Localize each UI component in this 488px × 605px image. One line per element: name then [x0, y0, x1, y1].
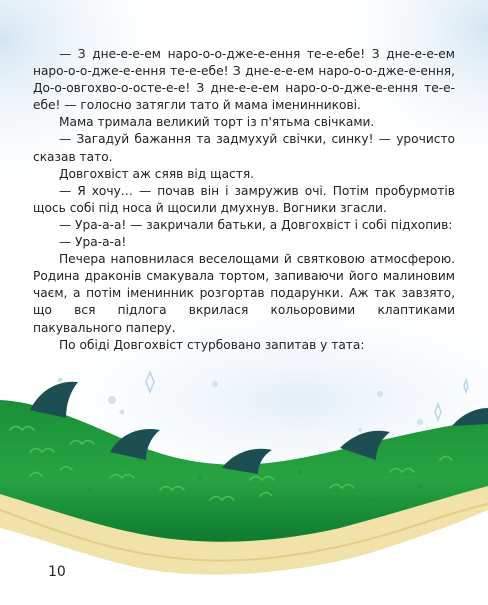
paragraph-happy: Довгохвіст аж сяяв від щастя. [59, 166, 255, 181]
page-number: 10 [48, 564, 66, 580]
dragon-tail-illustration [0, 360, 488, 605]
paragraph-blow: — Я хочу… — почав він і замружив очі. Потім пробурмотів щось собі під носа й щосили дмухнув. Вогники згасли. [33, 183, 455, 215]
sparkle-icon [146, 372, 468, 420]
story-text [33, 46, 455, 354]
paragraph-song: — З дне-е-е-ем наро-о-о-дже-е-ення те-е-ебе! З дне-е-е-ем наро-о-о-дже-е-ення те-е-ебе! З дне-е-е-ем наро-о-о-дже-е-ення, До-о-овгохво-о-осте-е-е! З дне-е-е-ем наро-о-о-дже-е-ення те-е-ебе! — голосно затягли тато й мама іменинникові. [33, 47, 455, 113]
paragraph-hooray: — Ура-а-а! [59, 235, 127, 250]
paragraph-cake: Мама тримала великий торт із п'ятьма свічками. [59, 115, 375, 130]
paragraph-after-lunch: По обіді Довгохвіст стурбовано запитав у тата: [59, 337, 365, 352]
paragraph-hooray-parents: — Ура-а-а! — закричали батьки, а Довгохвіст і собі підхопив: [59, 217, 453, 232]
paragraph-wish: — Загадуй бажання та задмухуй свічки, синку! — урочисто сказав тато. [33, 132, 455, 164]
paragraph-party: Печера наповнилася веселощами й святковою атмосферою. Родина драконів смакувала тортом, запиваючи його малиновим чаєм, а потім іменинник розгортав подарунки. Аж так завзято, що вся підлога вкрилася кольоровими клаптиками пакувального паперу. [33, 252, 455, 335]
dot-decorations [58, 378, 424, 433]
